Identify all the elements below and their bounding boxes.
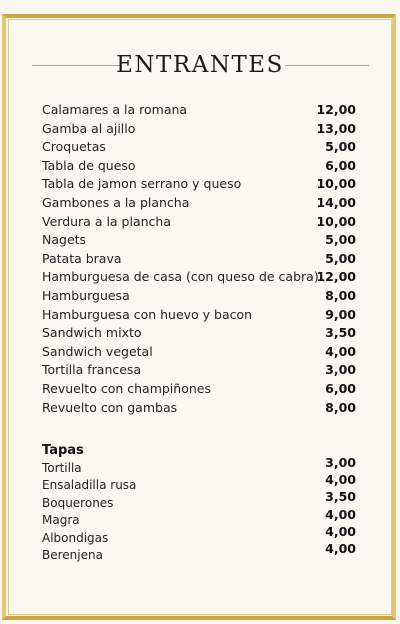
tapa-name: Magra bbox=[42, 513, 80, 528]
item-name: Gambones a la plancha bbox=[42, 195, 190, 210]
title-row bbox=[0, 48, 400, 82]
tapa-price: 4,00 bbox=[325, 472, 356, 488]
item-name: Patata brava bbox=[42, 250, 122, 266]
item-price: 5,00 bbox=[325, 139, 356, 155]
item-name: Revuelto con champiñones bbox=[42, 381, 211, 396]
menu-title: ENTRANTES bbox=[116, 52, 284, 78]
tapa-price: 4,00 bbox=[325, 506, 356, 522]
tapa-price: 3,50 bbox=[325, 489, 356, 505]
tapas-heading: Tapas bbox=[42, 443, 84, 458]
menu-item bbox=[0, 157, 400, 175]
tapa-price: 3,00 bbox=[325, 455, 356, 470]
item-name: Nagets bbox=[42, 232, 87, 248]
menu-item bbox=[0, 101, 400, 119]
menu-item bbox=[0, 343, 400, 361]
menu-item bbox=[0, 268, 400, 286]
item-price: 3,00 bbox=[325, 362, 356, 378]
item-name: Hamburguesa de casa (con queso de cabra) bbox=[42, 269, 319, 285]
item-name: Verdura a la plancha bbox=[42, 213, 172, 229]
item-name: Gamba al ajillo bbox=[42, 120, 136, 136]
menu-item bbox=[0, 120, 400, 138]
menu-item bbox=[0, 231, 400, 249]
tapa-price: 4,00 bbox=[325, 523, 356, 539]
tapa-name: Albondigas bbox=[42, 530, 109, 545]
tapa-name: Boquerones bbox=[42, 495, 114, 510]
menu-item bbox=[0, 324, 400, 342]
item-name: Croquetas bbox=[42, 139, 106, 155]
menu-item bbox=[0, 306, 400, 324]
item-price: 12,00 bbox=[316, 269, 356, 285]
item-name: Hamburguesa con huevo y bacon bbox=[42, 306, 253, 322]
tapa-name: Ensaladilla rusa bbox=[42, 478, 137, 493]
tapa-name: Tortilla bbox=[42, 461, 82, 475]
item-price: 5,00 bbox=[325, 232, 356, 248]
menu-item bbox=[0, 287, 400, 305]
item-price: 10,00 bbox=[316, 213, 356, 229]
item-name: Tabla de jamon serrano y queso bbox=[42, 176, 242, 192]
menu-item bbox=[0, 380, 400, 398]
menu-item bbox=[0, 399, 400, 417]
menu-item bbox=[0, 138, 400, 156]
item-price: 8,00 bbox=[325, 399, 356, 415]
item-price: 12,00 bbox=[316, 102, 356, 117]
item-price: 4,00 bbox=[325, 343, 356, 359]
item-name: Tabla de queso bbox=[42, 157, 136, 173]
tapa-price: 4,00 bbox=[325, 541, 356, 556]
item-name: Sandwich vegetal bbox=[42, 343, 153, 359]
menu-item bbox=[0, 361, 400, 379]
item-price: 6,00 bbox=[325, 157, 356, 173]
item-name: Tortilla francesa bbox=[42, 362, 142, 378]
item-price: 13,00 bbox=[316, 120, 356, 136]
menu-item bbox=[0, 194, 400, 212]
item-price: 10,00 bbox=[316, 176, 356, 192]
menu-item bbox=[0, 250, 400, 268]
item-name: Hamburguesa bbox=[42, 288, 130, 303]
menu-item bbox=[0, 175, 400, 193]
item-price: 9,00 bbox=[325, 306, 356, 322]
item-name: Revuelto con gambas bbox=[42, 399, 178, 415]
item-price: 3,50 bbox=[325, 325, 356, 341]
item-name: Sandwich mixto bbox=[42, 325, 142, 341]
item-price: 6,00 bbox=[325, 381, 356, 396]
item-name: Calamares a la romana bbox=[42, 102, 188, 117]
menu-item bbox=[0, 213, 400, 231]
item-price: 5,00 bbox=[325, 250, 356, 266]
item-price: 14,00 bbox=[316, 195, 356, 210]
title-rule-right bbox=[285, 65, 369, 66]
item-price: 8,00 bbox=[325, 288, 356, 303]
tapa-name: Berenjena bbox=[42, 548, 103, 562]
